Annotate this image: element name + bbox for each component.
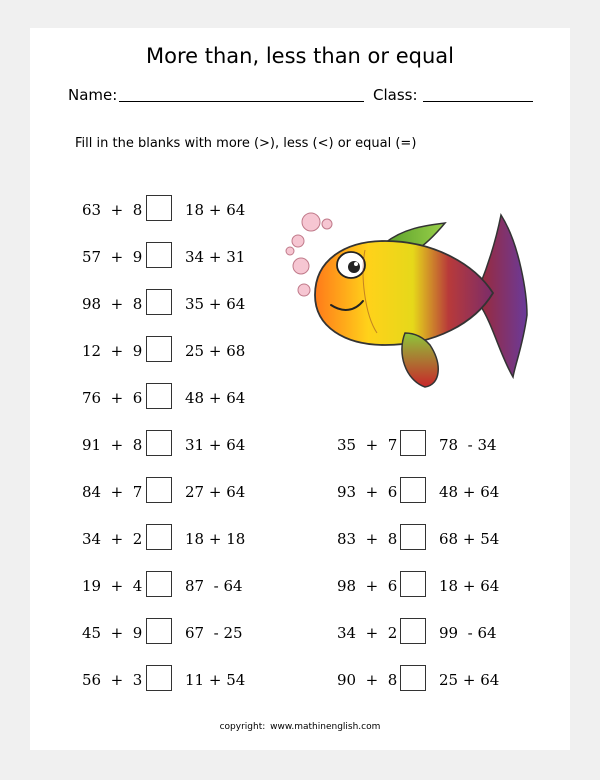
answer-box[interactable] bbox=[146, 336, 172, 362]
problem-left-expression: 83 + 8 bbox=[337, 530, 398, 548]
class-blank-line[interactable] bbox=[423, 101, 533, 102]
problem-left-expression: 45 + 9 bbox=[82, 624, 143, 642]
answer-box[interactable] bbox=[146, 665, 172, 691]
problem-row bbox=[337, 524, 507, 552]
copyright-footer: copyright: www.mathinenglish.com bbox=[219, 722, 381, 732]
answer-box[interactable] bbox=[146, 477, 172, 503]
problem-right-expression: 48 + 64 bbox=[185, 389, 246, 407]
problem-left-expression: 84 + 7 bbox=[82, 483, 143, 501]
problem-right-expression: 18 + 64 bbox=[185, 201, 246, 219]
problem-right-expression: 99 - 64 bbox=[439, 624, 497, 642]
answer-box[interactable] bbox=[400, 618, 426, 644]
problem-left-expression: 34 + 2 bbox=[82, 530, 143, 548]
problem-row bbox=[82, 665, 252, 693]
problem-left-expression: 63 + 8 bbox=[82, 201, 143, 219]
answer-box[interactable] bbox=[146, 430, 172, 456]
problem-row bbox=[82, 571, 252, 599]
problem-row bbox=[82, 618, 252, 646]
problem-row bbox=[82, 195, 252, 223]
problem-right-expression: 35 + 64 bbox=[185, 295, 246, 313]
answer-box[interactable] bbox=[400, 665, 426, 691]
answer-box[interactable] bbox=[146, 195, 172, 221]
problem-left-expression: 34 + 2 bbox=[337, 624, 398, 642]
problem-right-expression: 67 - 25 bbox=[185, 624, 243, 642]
answer-box[interactable] bbox=[146, 571, 172, 597]
problem-left-expression: 90 + 8 bbox=[337, 671, 398, 689]
problem-left-expression: 12 + 9 bbox=[82, 342, 143, 360]
fish-illustration bbox=[265, 205, 535, 390]
problem-row bbox=[82, 430, 252, 458]
problem-row bbox=[82, 383, 252, 411]
problem-right-expression: 68 + 54 bbox=[439, 530, 500, 548]
answer-box[interactable] bbox=[400, 524, 426, 550]
problem-right-expression: 34 + 31 bbox=[185, 248, 246, 266]
fish-eye-icon bbox=[337, 252, 365, 278]
problem-left-expression: 19 + 4 bbox=[82, 577, 143, 595]
problem-right-expression: 87 - 64 bbox=[185, 577, 243, 595]
problem-left-expression: 98 + 8 bbox=[82, 295, 143, 313]
problem-right-expression: 25 + 64 bbox=[439, 671, 500, 689]
problem-row bbox=[82, 242, 252, 270]
name-blank-line[interactable] bbox=[119, 101, 364, 102]
page-title: More than, less than or equal bbox=[146, 44, 454, 68]
name-label: Name: bbox=[68, 86, 118, 104]
problem-right-expression: 25 + 68 bbox=[185, 342, 246, 360]
problem-right-expression: 31 + 64 bbox=[185, 436, 246, 454]
problem-row bbox=[337, 430, 507, 458]
problem-left-expression: 98 + 6 bbox=[337, 577, 398, 595]
problem-right-expression: 11 + 54 bbox=[185, 671, 246, 689]
answer-box[interactable] bbox=[146, 524, 172, 550]
problem-row bbox=[337, 477, 507, 505]
problem-right-expression: 48 + 64 bbox=[439, 483, 500, 501]
problem-row bbox=[82, 289, 252, 317]
answer-box[interactable] bbox=[146, 242, 172, 268]
answer-box[interactable] bbox=[146, 289, 172, 315]
answer-box[interactable] bbox=[146, 383, 172, 409]
answer-box[interactable] bbox=[400, 571, 426, 597]
problem-left-expression: 93 + 6 bbox=[337, 483, 398, 501]
problem-right-expression: 18 + 18 bbox=[185, 530, 246, 548]
class-label: Class: bbox=[373, 86, 418, 104]
problem-row bbox=[82, 477, 252, 505]
problem-row bbox=[82, 524, 252, 552]
problem-right-expression: 78 - 34 bbox=[439, 436, 497, 454]
problem-left-expression: 91 + 8 bbox=[82, 436, 143, 454]
problem-left-expression: 57 + 9 bbox=[82, 248, 143, 266]
answer-box[interactable] bbox=[146, 618, 172, 644]
instructions: Fill in the blanks with more (>), less (<) or equal (=) bbox=[75, 136, 417, 151]
answer-box[interactable] bbox=[400, 477, 426, 503]
problem-right-expression: 18 + 64 bbox=[439, 577, 500, 595]
problem-row bbox=[82, 336, 252, 364]
problem-row bbox=[337, 665, 507, 693]
answer-box[interactable] bbox=[400, 430, 426, 456]
problem-row bbox=[337, 618, 507, 646]
problem-right-expression: 27 + 64 bbox=[185, 483, 246, 501]
problem-left-expression: 35 + 7 bbox=[337, 436, 398, 454]
problem-left-expression: 56 + 3 bbox=[82, 671, 143, 689]
problem-left-expression: 76 + 6 bbox=[82, 389, 143, 407]
problem-row bbox=[337, 571, 507, 599]
